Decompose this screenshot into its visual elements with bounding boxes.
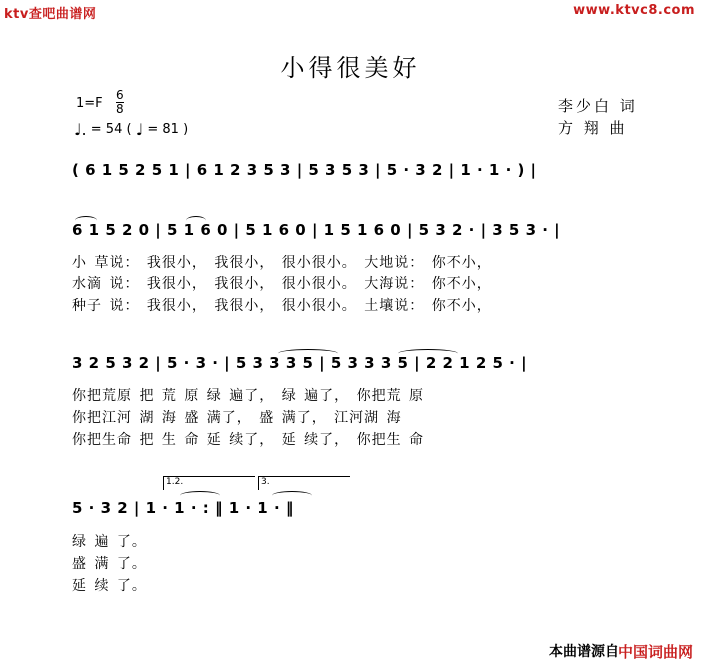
- footer-brand-link[interactable]: 中国词曲网: [617, 643, 693, 661]
- lyric-verse-3-line-a: 种子 说： 我很小， 我很小， 很小很小。 土壤说： 你不小，: [72, 298, 492, 314]
- lyric-verse-1-line-b: 你把荒原 把 荒 原 绿 遍了， 绿 遍了， 你把荒 原: [72, 388, 425, 404]
- notation-line-1: ( 6 1 5 2 5 1 | 6 1 2 3 5 3 | 5 3 5 3 | 5 · 3 2 | 1 · 1 · ) |: [72, 161, 537, 179]
- lyric-verse-2-line-b: 你把江河 湖 海 盛 满了， 盛 满了， 江河湖 海: [72, 410, 402, 426]
- time-signature: [116, 89, 124, 116]
- key-label: 1=F: [76, 96, 103, 111]
- volta-bracket-1-tick: [163, 476, 164, 490]
- song-title: 小得很美好: [280, 54, 421, 82]
- tie-mark: [75, 216, 97, 225]
- lyric-verse-1-line-a: 小 草说： 我很小， 我很小， 很小很小。 大地说： 你不小，: [72, 255, 492, 271]
- time-bottom: 8: [116, 102, 124, 116]
- tie-mark: [278, 349, 338, 358]
- notation-line-2: 6 1 5 2 0 | 5 1 6 0 | 5 1 6 0 | 1 5 1 6 0 | 5 3 2 · | 3 5 3 · |: [72, 221, 561, 239]
- tempo-marking: [74, 120, 188, 139]
- volta-label-1: 1.2.: [166, 477, 184, 487]
- lyric-verse-3-line-c: 延 续 了。: [72, 578, 147, 594]
- volta-bracket-2-tick: [258, 476, 259, 490]
- volta-bracket-2: [258, 476, 350, 477]
- lyricist-credit: 李少白 词: [558, 97, 638, 115]
- tie-mark: [398, 349, 458, 358]
- footer-source-text: 本曲谱源自: [549, 644, 619, 660]
- tempo-value: = 54 (: [90, 122, 132, 137]
- lyric-verse-3-line-b: 你把生命 把 生 命 延 续了， 延 续了， 你把生 命: [72, 432, 425, 448]
- dotted-quarter-note-icon: ♩.: [74, 120, 87, 139]
- lyric-verse-2-line-a: 水滴 说： 我很小， 我很小， 很小很小。 大海说： 你不小，: [72, 276, 492, 292]
- lyric-verse-2-line-c: 盛 满 了。: [72, 556, 147, 572]
- notation-line-4: 5 · 3 2 | 1 · 1 · : ‖ 1 · 1 · ‖: [72, 499, 294, 517]
- time-top: 6: [116, 88, 124, 102]
- quarter-note-icon: ♩: [135, 120, 144, 139]
- key-signature: [76, 96, 103, 111]
- notation-line-3: 3 2 5 3 2 | 5 · 3 · | 5 3 3 3 5 | 5 3 3 3 5 | 2 2 1 2 5 · |: [72, 354, 528, 372]
- composer-credit: 方 翔 曲: [558, 119, 628, 137]
- lyric-verse-1-line-c: 绿 遍 了。: [72, 534, 147, 550]
- watermark-left: ktv查吧曲谱网: [4, 7, 97, 22]
- watermark-right: www.ktvc8.com: [573, 3, 695, 18]
- tempo-value-2: = 81 ): [147, 122, 189, 137]
- volta-label-2: 3.: [261, 477, 270, 487]
- tie-mark: [186, 216, 206, 225]
